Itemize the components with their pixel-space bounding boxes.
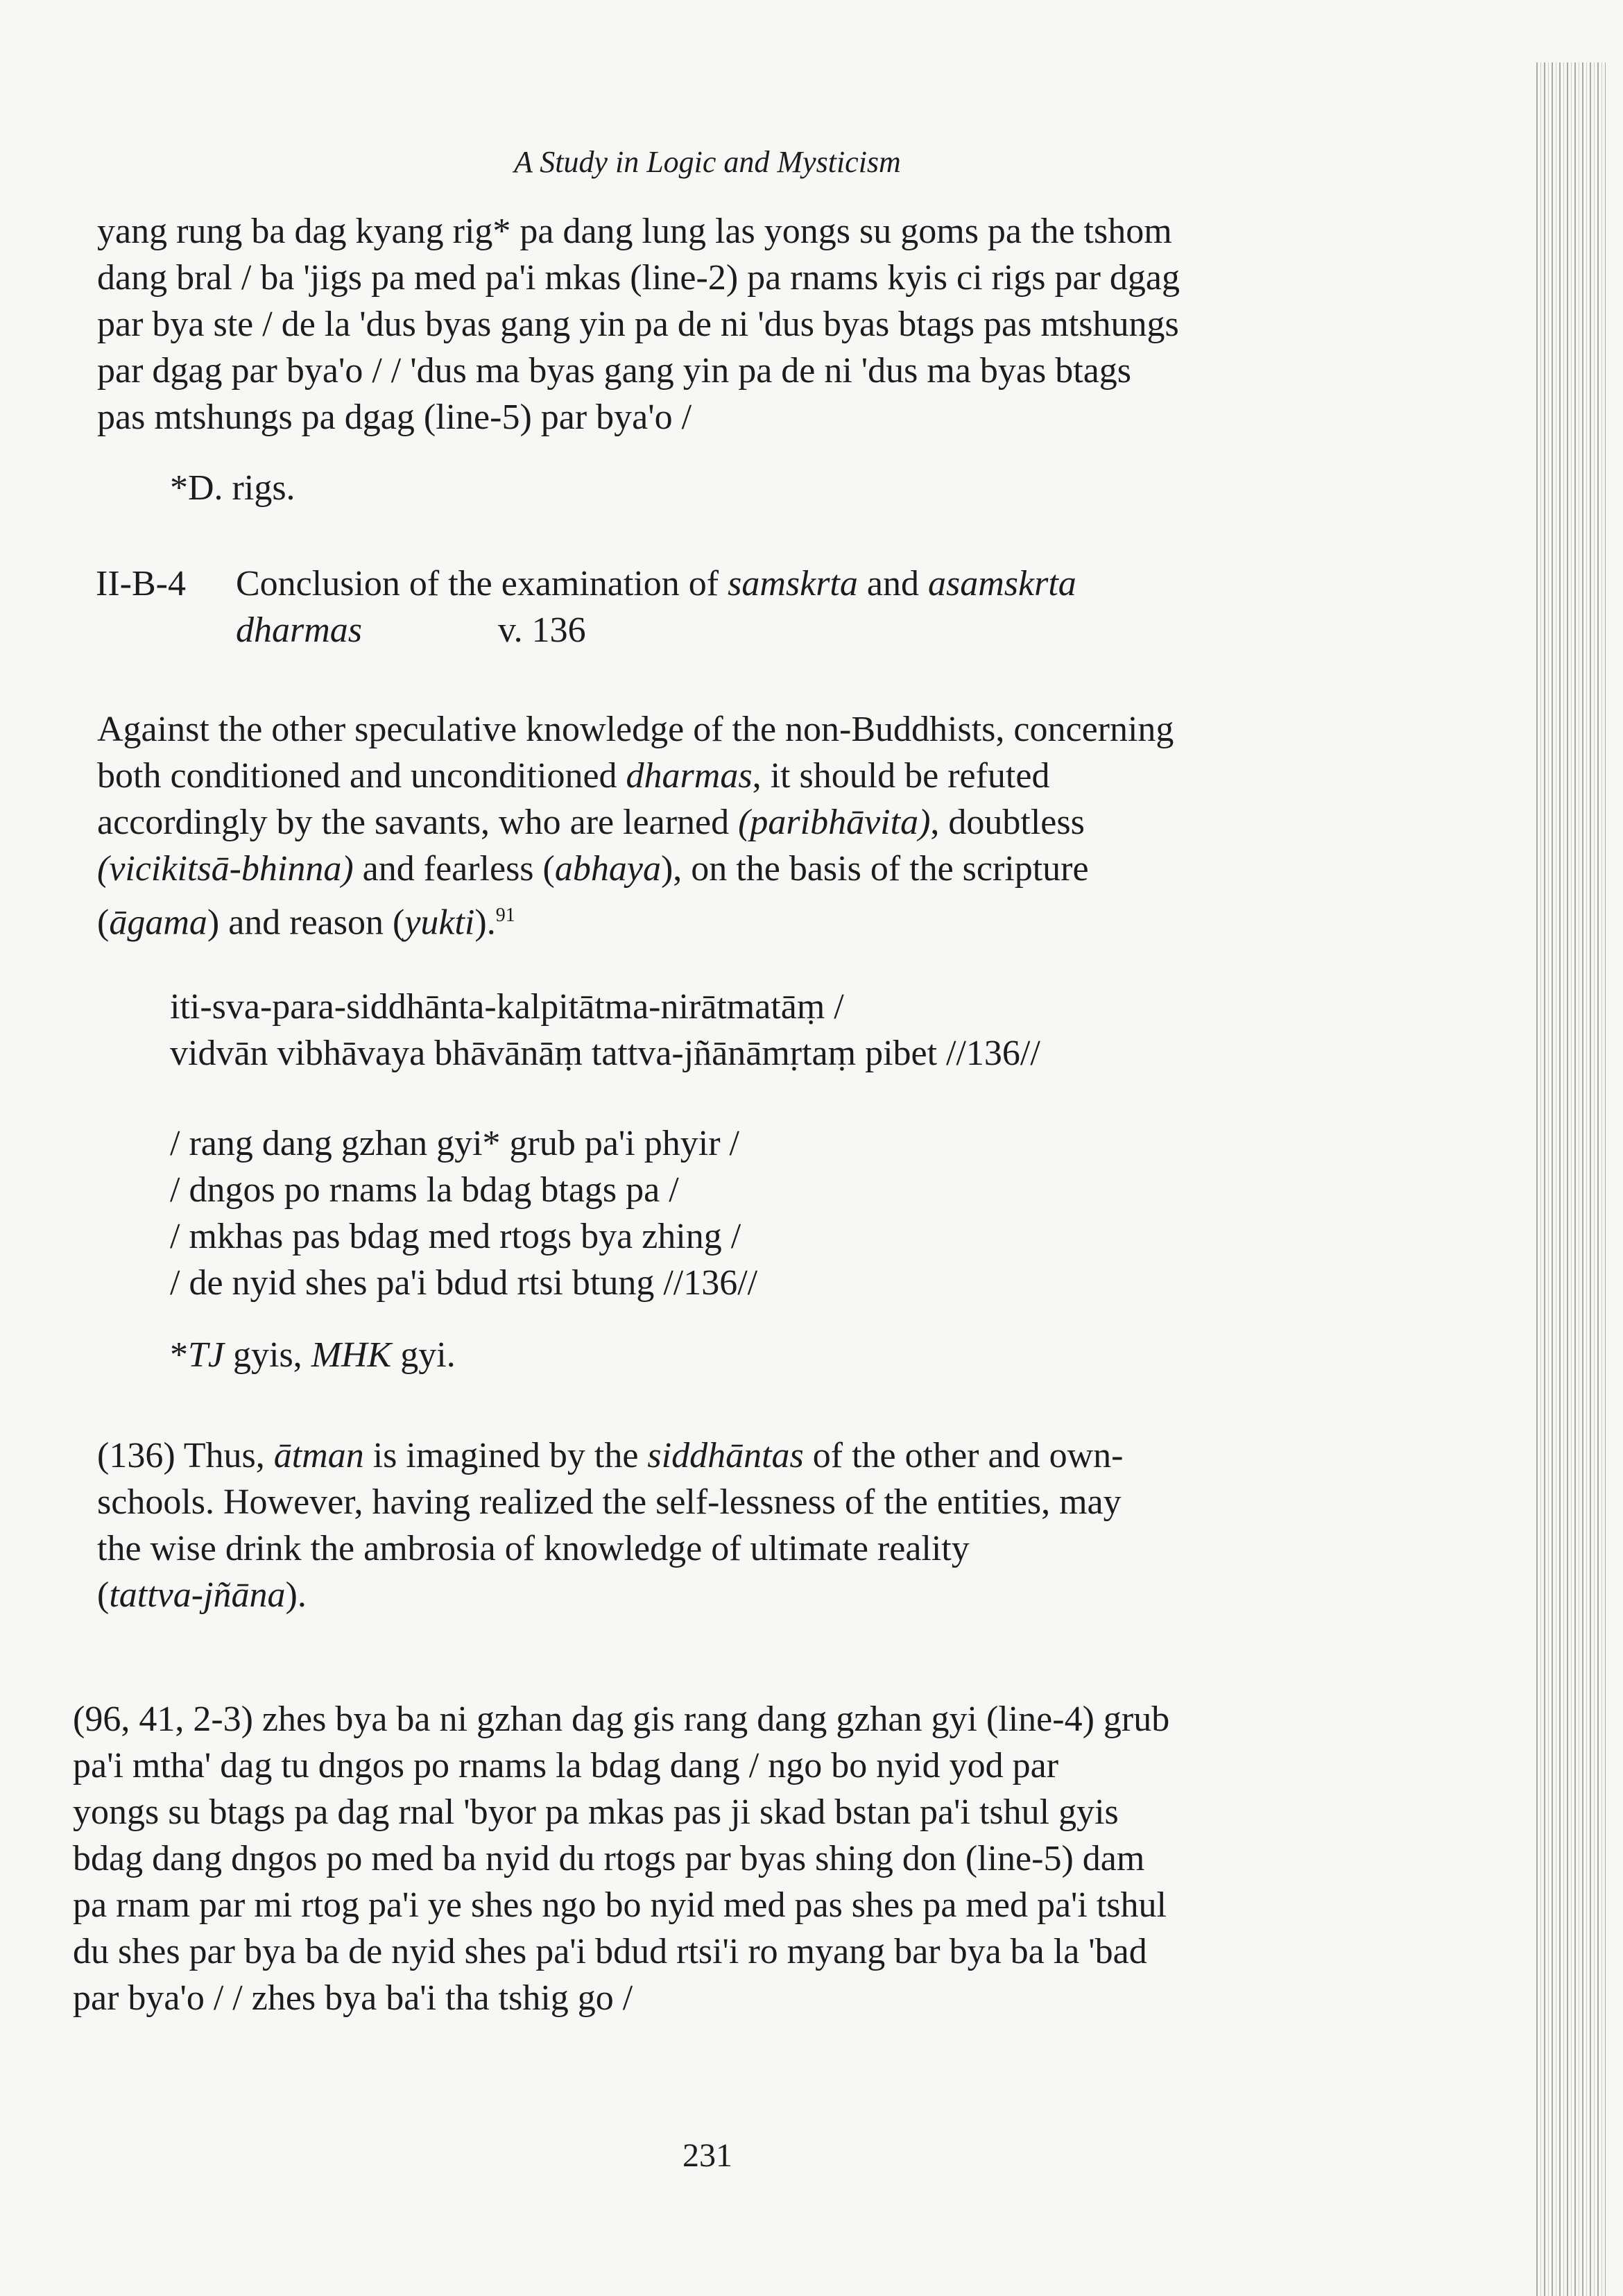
footnote-ref: 91 (495, 905, 515, 926)
text-line: accordingly by the savants, who are learned (paribhāvita), doubtless (97, 803, 1085, 842)
verse-line: vidvān vibhāvaya bhāvānāṃ tattva-jñānāmṛtaṃ pibet //136// (170, 1034, 1040, 1073)
text-line: yongs su btags pa dag rnal 'byor pa mkas pas ji skad bstan pa'i tshul gyis (73, 1792, 1119, 1832)
text-line: the wise drink the ambrosia of knowledge of ultimate reality (97, 1529, 970, 1568)
tibetan-verse (170, 1120, 757, 1306)
verse-line: / dngos po rnams la bdag btags pa / (170, 1170, 679, 1210)
text-line: pa rnam par mi rtog pa'i ye shes ngo bo nyid med pas shes pa med pa'i tshul (73, 1885, 1167, 1925)
sanskrit-verse (170, 984, 1040, 1077)
verse-line: / de nyid shes pa'i bdud rtsi btung //136// (170, 1263, 758, 1303)
text-line: yang rung ba dag kyang rig* pa dang lung las yongs su goms pa the tshom (97, 212, 1172, 251)
verse-translation (97, 1432, 1269, 1618)
page-gutter-shadow (1536, 62, 1606, 2296)
text-line: pa'i mtha' dag tu dngos po rnams la bdag dang / ngo bo nyid yod par (73, 1746, 1059, 1785)
text-line: par dgag par bya'o / / 'dus ma byas gang yin pa de ni 'dus ma byas btags (97, 351, 1132, 391)
text-line: pas mtshungs pa dgag (line-5) par bya'o / (97, 397, 692, 437)
text-line: dang bral / ba 'jigs pa med pa'i mkas (line-2) pa rnams kyis ci rigs par dgag (97, 258, 1180, 298)
text-line: (96, 41, 2-3) zhes bya ba ni gzhan dag gis rang dang gzhan gyi (line-4) grub (73, 1699, 1170, 1739)
term-samskrta: samskrta (728, 564, 858, 603)
verse-line: / rang dang gzhan gyi* grub pa'i phyir / (170, 1124, 739, 1163)
page-number: 231 (682, 2137, 732, 2174)
text-line: par bya'o / / zhes bya ba'i tha tshig go / (73, 1978, 633, 2018)
text-line: (āgama) and reason (yukti).$^{91}$ (97, 902, 515, 943)
tibetan-paragraph-1 (97, 208, 1366, 440)
english-paragraph (97, 706, 1359, 945)
text-line: du shes par bya ba de nyid shes pa'i bdud rtsi'i ro myang bar bya ba la 'bad (73, 1932, 1147, 1971)
text-line: bdag dang dngos po med ba nyid du rtogs par byas shing don (line-5) dam (73, 1839, 1145, 1878)
text-line: Against the other speculative knowledge of the non-Buddhists, concerning (97, 710, 1174, 749)
textual-note-2: *TJ gyis, MHK gyi. (170, 1335, 456, 1375)
verse-reference: v. 136 (498, 610, 586, 650)
text-line: (136) Thus, ātman is imagined by the siddhāntas of the other and own- (97, 1436, 1124, 1475)
running-head: A Study in Logic and Mysticism (514, 145, 901, 179)
tibetan-commentary (73, 1696, 1342, 2021)
textual-note-1: *D. rigs. (170, 468, 295, 508)
text-line: (vicikitsā-bhinna) and fearless (abhaya), on the basis of the scripture (97, 849, 1089, 889)
text-line: schools. However, having realized the self-lessness of the entities, may (97, 1482, 1122, 1522)
term-asamskrta: asamskrta (927, 564, 1076, 603)
verse-line: / mkhas pas bdag med rtogs bya zhing / (170, 1217, 741, 1256)
section-number: II-B-4 (96, 564, 186, 603)
text-line: (tattva-jñāna). (97, 1575, 307, 1615)
verse-line: iti-sva-para-siddhānta-kalpitātma-nirātmatāṃ / (170, 987, 844, 1027)
section-title: Conclusion of the examination of samskrta and asamskrta (236, 564, 1076, 603)
text-line: par bya ste / de la 'dus byas gang yin pa de ni 'dus byas btags pas mtshungs (97, 305, 1179, 344)
text-line: both conditioned and unconditioned dharmas, it should be refuted (97, 756, 1050, 796)
term-dharmas: dharmas (236, 610, 363, 650)
